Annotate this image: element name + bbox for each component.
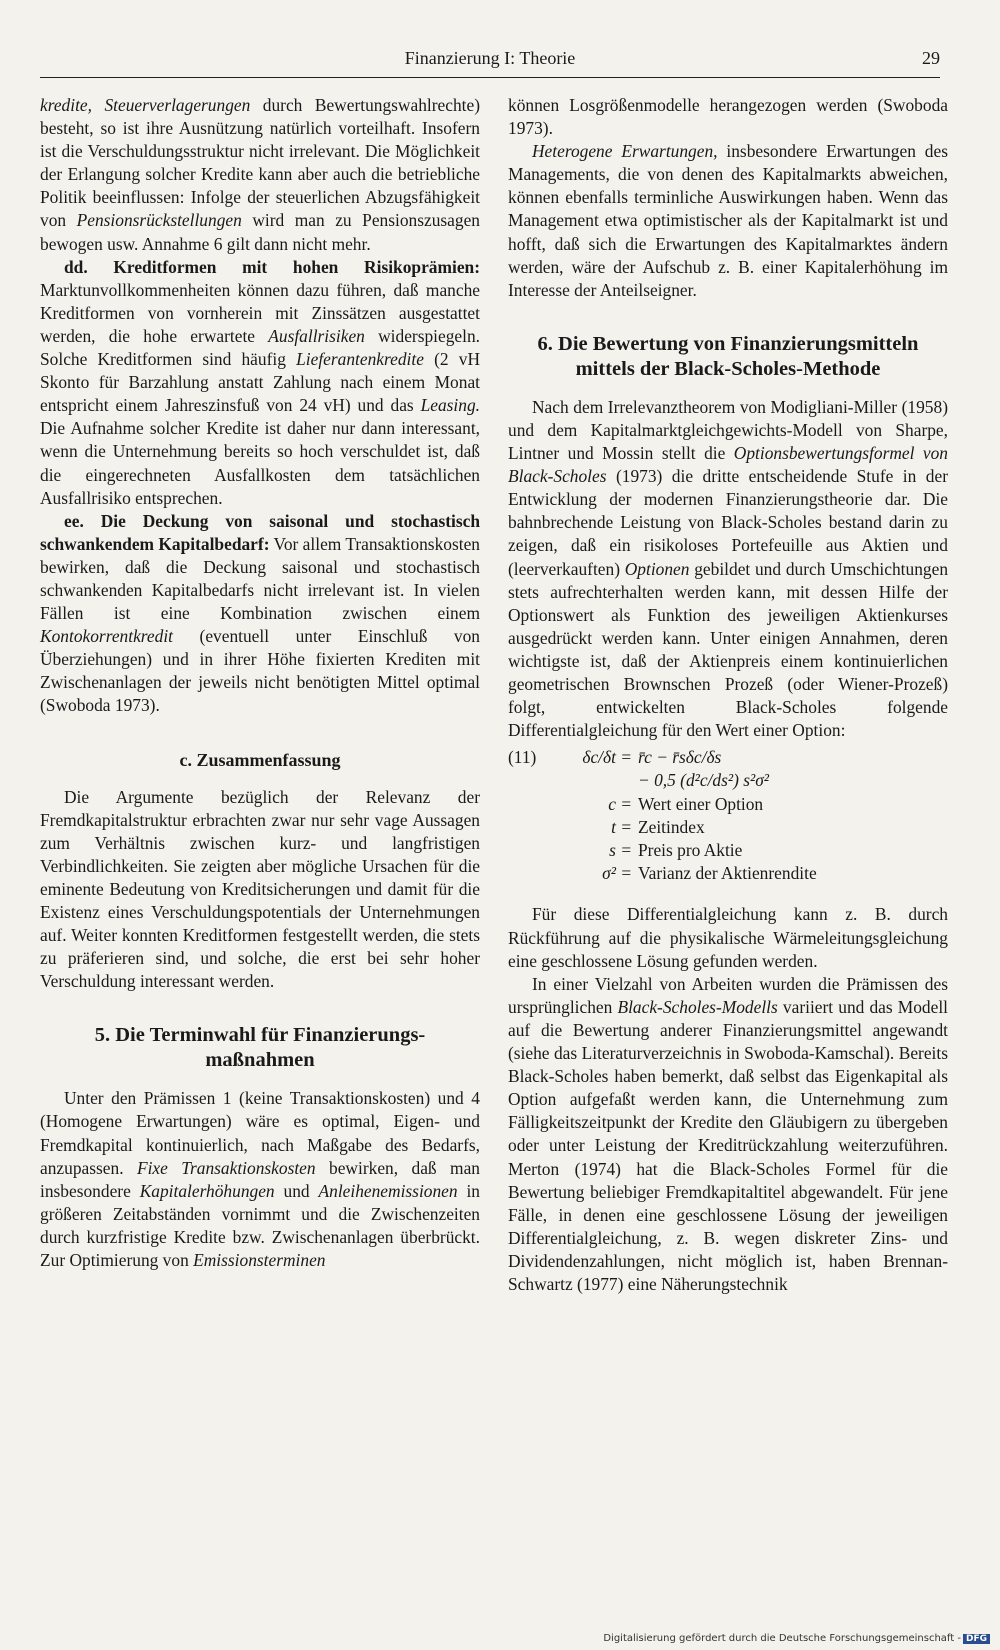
definition-row: s = Preis pro Aktie bbox=[609, 840, 743, 861]
paragraph: Unter den Prämissen 1 (keine Transaktionskosten) und 4 (Homogene Erwartungen) wäre es optimal, Eigen- und Fremdkapital kontinuierlich, nach Maßgabe des Bedarfs, anzupassen. Fixe Transaktionskosten bewirken, daß man insbesondere Kapitalerhöhungen und Anleihenemissionen in größeren Zeitabständen vornimmt und die Zwischenzeiten durch kurzfristige Kredite bzw. Zwischenanlagen überbrückt. Zur Optimierung von Emissionsterminen bbox=[40, 1088, 481, 1271]
paragraph: kredite, Steuerverlagerungen durch Bewertungswahlrechte) besteht, so ist ihre Ausnützung natürlich vorteilhaft. Insofern ist die Verschuldungsstruktur nicht irrelevant. Die Möglichkeit der Erlangung solcher Kredite kann aber auch die betriebliche Politik beeinflussen: Infolge der steuerlichen Abzugsfähigkeit von Pensionsrückstellungen wird man zu Pensionszusagen bewogen usw. Annahme 6 gilt dann nicht mehr. bbox=[40, 95, 481, 254]
paragraph: In einer Vielzahl von Arbeiten wurden die Prämissen des ursprünglichen Black-Scholes-Modells variiert und das Modell auf die Bewertung anderer Finanzierungsmittel angewandt (siehe das Literaturverzeichnis in Swoboda-Kamschal). Bereits Black-Scholes haben bemerkt, daß selbst das Eigenkapital als Option aufgefaßt werden kann, die Unternehmung zum Fälligkeitszeitpunkt der Kredite den Gläubigern zu übergeben oder unter Leistung der Kreditrückzahlung weiterzuführen. Merton (1974) hat die Black-Scholes Formel für die Bewertung beliebiger Fremdkapitaltitel abgewandelt. Für jene Fälle, in denen eine geschlossene Lösung der jeweiligen Differentialgleichung, z. B. wegen diskreter Zins- und Dividendenzahlungen, nicht möglich ist, haben Brennan-Schwartz (1977) eine Näherungstechnik bbox=[508, 973, 948, 1294]
right-column bbox=[508, 94, 948, 1296]
paragraph: können Losgrößenmodelle herangezogen werden (Swoboda 1973). bbox=[508, 95, 948, 139]
paragraph: Die Argumente bezüglich der Relevanz der Fremdkapitalstruktur erbrachten zwar nur sehr vage Aussagen zum Verhältnis zwischen kurz- und langfristigen Verbindlichkeiten. Sie zeigten aber mögliche Ursachen für die eminente Bedeutung von Kreditsicherungen und damit für die Existenz eines Verschuldungspotentials der Unternehmungen auf. Weiter konnten Kreditformen festgestellt werden, die stets zu präferieren sind, und solche, die erst bei sehr hoher Verschuldung interessant werden. bbox=[40, 786, 480, 992]
page-number: 29 bbox=[922, 48, 940, 68]
page-header bbox=[40, 46, 940, 76]
paragraph: Für diese Differentialgleichung kann z. B. durch Rückführung auf die physikalische Wärmeleitungsgleichung eine geschlossene Lösung gefunden werden. bbox=[508, 904, 948, 971]
digitization-footer: Digitalisierung gefördert durch die Deutsche Forschungsgemeinschaft - DFG bbox=[603, 1633, 990, 1644]
section-heading: 6. Die Bewertung von Finanzierungsmitteln mittels der Black-Scholes-Methode bbox=[537, 332, 919, 380]
equation-number: (11) bbox=[508, 747, 537, 768]
paragraph: Heterogene Erwartungen, insbesondere Erwartungen des Managements, die von denen des Kapitalmarkts abweichen, können ebenfalls terminliche Auswirkungen haben. Wenn das Management etwa optimistischer als der Kapitalmarkt ist und hofft, daß sich die Erwartungen des Kapitalmarktes ändern werden, wäre der Aufschub z. B. einer Kapitalerhöhung im Interesse der Anteilseigner. bbox=[508, 141, 948, 300]
header-rule bbox=[40, 77, 940, 78]
definition-row: σ² = Varianz der Aktienrendite bbox=[602, 863, 817, 884]
dfg-logo: DFG bbox=[963, 1634, 990, 1644]
run-in-heading: ee. Die Deckung von saisonal und stochastisch schwankendem Kapitalbedarf: bbox=[40, 510, 480, 554]
running-title: Finanzierung I: Theorie bbox=[404, 48, 576, 68]
definition-row: c = Wert einer Option bbox=[608, 793, 764, 814]
section-heading: 5. Die Terminwahl für Finanzierungs- maßnahmen bbox=[94, 1024, 426, 1072]
subsection-heading: c. Zusammenfassung bbox=[179, 749, 341, 770]
definition-row: t = Zeitindex bbox=[611, 816, 705, 837]
paragraph-ee: ee. Die Deckung von saisonal und stochastisch schwankendem Kapitalbedarf: Vor allem Transaktionskosten bewirken, daß die Deckung saisonal und stochastisch schwankenden Kapitalbedarfs nicht irrelevant ist. In vielen Fällen ist eine Kombination zwischen einem Kontokorrentkredit (eventuell unter Einschluß von Überziehungen) und in ihrer Höhe fixierten Krediten mit Zwischenanlagen der jeweils nicht benötigten Mittel optimal (Swoboda 1973). bbox=[40, 510, 480, 716]
equation-11: (11) δc/δt = r̄c − r̄sδc/δs − 0,5 (d²c/ds²) s²σ² c = Wert einer Option t = Zeitindex s = Preis pro Aktie σ² = Varianz der Aktienrendite bbox=[508, 746, 948, 885]
paragraph-dd: dd. Kreditformen mit hohen Risikoprämien: Marktunvollkommenheiten können dazu führen, daß manche Kreditformen von vornherein mit Zinssätzen ausgestattet werden, die hohe erwartete Ausfallrisiken widerspiegeln. Solche Kreditformen sind häufig Lieferantenkredite (2 vH Skonto für Barzahlung anstatt Zahlung nach einem Monat entspricht einem Jahreszinsfuß von 24 vH) und das Leasing. Die Aufnahme solcher Kredite ist daher nur dann interessant, wenn die Unternehmung bereits so hoch verschuldet ist, daß die eingerechneten Ausfallkosten dem tatsächlichen Ausfallrisiko entsprechen. bbox=[40, 256, 481, 508]
paragraph: Nach dem Irrelevanztheorem von Modigliani-Miller (1958) und dem Kapitalmarktgleichgewichts-Modell von Sharpe, Lintner und Mossin stellt die Optionsbewertungsformel von Black-Scholes (1973) die dritte entscheidende Stufe in der Entwicklung der modernen Finanzierungstheorie dar. Die bahnbrechende Leistung von Black-Scholes bestand darin zu zeigen, daß ein risikoloses Portefeuille aus Aktien und (leerverkauften) Optionen gebildet und durch Umschichtungen stets aufrechterhalten werden kann, mit dessen Hilfe der Optionswert als Funktion des jeweiligen Aktienkurses ausgedrückt werden kann. Unter einigen Annahmen, deren wichtigste ist, daß der Aktienpreis einem kontinuierlichen geometrischen Brownschen Prozeß (oder Wiener-Prozeß) folgt, entwickelten Black-Scholes folgende Differentialgleichung für den Wert einer Option: bbox=[508, 396, 949, 741]
run-in-heading: dd. Kreditformen mit hohen Risikoprämien: bbox=[64, 256, 480, 277]
left-column bbox=[40, 94, 480, 1272]
